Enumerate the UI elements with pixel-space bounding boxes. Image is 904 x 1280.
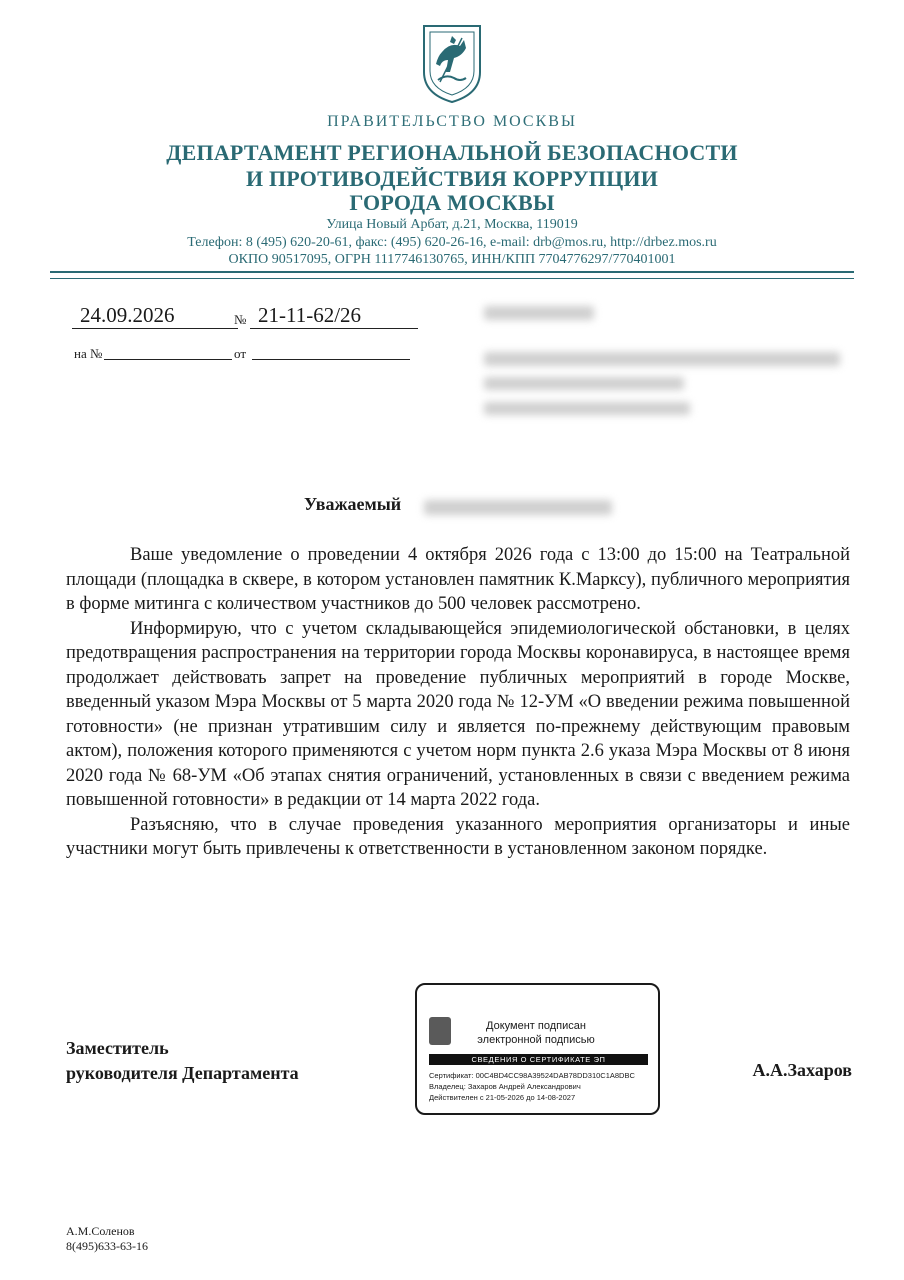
department-name-line-2: И ПРОТИВОДЕЙСТВИЯ КОРРУПЦИИ xyxy=(245,166,659,191)
redacted-addressee-name xyxy=(484,306,594,320)
stamp-validity: Действителен с 21-05-2026 до 14-08-2027 xyxy=(429,1093,576,1102)
executor-name: А.М.Соленов xyxy=(66,1224,135,1238)
header-rule-thick xyxy=(50,271,854,273)
stamp-owner: Владелец: Захаров Андрей Александрович xyxy=(429,1082,581,1091)
stamp-emblem-icon xyxy=(429,1017,451,1045)
department-name-line-3: ГОРОДА МОСКВЫ xyxy=(349,190,555,215)
stamp-title-line-2: электронной подписью xyxy=(477,1034,595,1046)
letter-body xyxy=(66,543,850,862)
stamp-title xyxy=(461,1019,611,1047)
registration-number-label: № xyxy=(234,312,247,327)
body-paragraph: Информирую, что с учетом складывающейся эпидемиологической обстановки, в целях предотвращения распространения на территории города Москвы коронавируса, в настоящее время продолжает действовать запрет на проведение публичных мероприятий в городе Москве, введенный указом Мэра Москвы от 5 марта 2020 года № 12-УМ «О введении режима повышенной готовности» (не признан утратившим силу и является по-прежнему действующим правовым актом), положения которого применяются с учетом норм пункта 2.6 указа Мэра Москвы от 8 июня 2020 года № 68-УМ «Об этапах снятия ограничений, установленных в связи с введением режима повышенной готовности» в редакции от 14 марта 2022 года. xyxy=(66,618,850,810)
moscow-coat-of-arms-icon xyxy=(420,22,484,104)
signatory-position-line-1: Заместитель xyxy=(66,1038,169,1058)
signatory-name: А.А.Захаров xyxy=(752,1060,852,1080)
header-rule-thin xyxy=(50,278,854,279)
department-contacts: Телефон: 8 (495) 620-20-61, факс: (495) 620-26-16, e-mail: drb@mos.ru, http://drbez.mos.ru xyxy=(187,235,717,250)
reference-from-label: от xyxy=(234,346,247,361)
redacted-salutation-name xyxy=(424,500,612,515)
signatory-position-line-2: руководителя Департамента xyxy=(66,1063,299,1083)
body-paragraph: Разъясняю, что в случае проведения указанного мероприятия организаторы и иные участники могут быть привлечены к ответственности в установленном законом порядке. xyxy=(66,814,850,859)
stamp-certificate-header: СВЕДЕНИЯ О СЕРТИФИКАТЕ ЭП xyxy=(429,1054,648,1065)
electronic-signature-stamp xyxy=(415,983,660,1115)
executor-info xyxy=(66,1224,148,1254)
registration-date: 24.09.2026 xyxy=(72,302,238,329)
salutation: Уважаемый xyxy=(304,494,402,514)
signatory-position xyxy=(66,1036,299,1086)
stamp-title-line-1: Документ подписан xyxy=(486,1020,586,1032)
body-paragraph: Ваше уведомление о проведении 4 октября 2026 года с 13:00 до 15:00 на Театральной площади (площадка в сквере, в котором установлен памятник К.Марксу), публичного мероприятия в форме митинга с количеством участников до 500 человек рассмотрено. xyxy=(66,545,850,614)
stamp-certificate: Сертификат: 00C4BD4CC98A39524DAB78DD310C1A8DBC xyxy=(429,1071,635,1080)
government-name: ПРАВИТЕЛЬСТВО МОСКВЫ xyxy=(327,113,577,130)
redacted-addressee-email xyxy=(484,402,690,415)
reference-date-line xyxy=(252,359,410,360)
reference-number-label: на № xyxy=(74,346,103,361)
redacted-addressee-address xyxy=(484,352,840,366)
department-address: Улица Новый Арбат, д.21, Москва, 119019 xyxy=(326,217,578,232)
registration-number: 21-11-62/26 xyxy=(250,302,418,329)
executor-phone: 8(495)633-63-16 xyxy=(66,1239,148,1253)
department-name-line-1: ДЕПАРТАМЕНТ РЕГИОНАЛЬНОЙ БЕЗОПАСНОСТИ xyxy=(166,140,738,165)
redacted-addressee-city xyxy=(484,377,684,390)
reference-number-line xyxy=(104,359,232,360)
department-registry: ОКПО 90517095, ОГРН 1117746130765, ИНН/КПП 7704776297/770401001 xyxy=(228,252,676,267)
